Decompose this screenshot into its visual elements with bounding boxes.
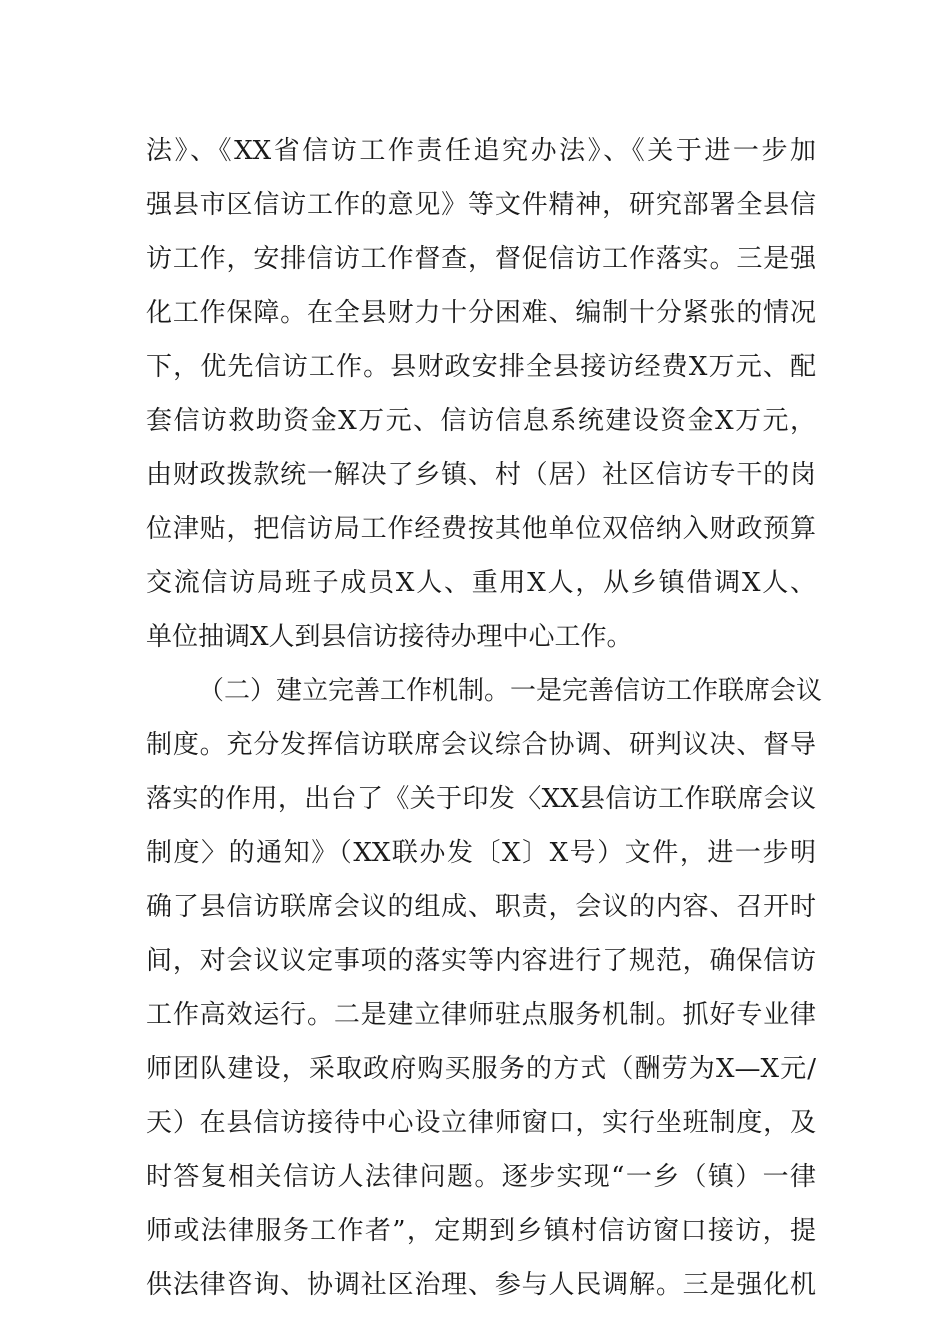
text-line: 下，优先信访工作。县财政安排全县接访经费X万元、配 (146, 352, 816, 382)
text-line: 制度。充分发挥信访联席会议综合协调、研判议决、督导 (146, 730, 816, 760)
text-line: 师或法律服务工作者”，定期到乡镇村信访窗口接访，提 (146, 1216, 816, 1246)
text-line: 天）在县信访接待中心设立律师窗口，实行坐班制度，及 (146, 1108, 816, 1138)
text-line: 供法律咨询、协调社区治理、参与人民调解。三是强化机 (146, 1270, 816, 1300)
text-line: 化工作保障。在全县财力十分困难、编制十分紧张的情况 (146, 298, 816, 328)
section-heading-line: （二）建立完善工作机制。一是完善信访工作联席会议 (198, 676, 823, 706)
text-line: 位津贴，把信访局工作经费按其他单位双倍纳入财政预算 (146, 514, 816, 544)
text-line: 制度〉的通知》（XX联办发〔X〕X号）文件，进一步明 (146, 838, 816, 868)
text-line: 法》、《XX省信访工作责任追究办法》、《关于进一步加 (146, 136, 816, 166)
text-line: 落实的作用，出台了《关于印发〈XX县信访工作联席会议 (146, 784, 816, 814)
text-line: 交流信访局班子成员X人、重用X人，从乡镇借调X人、 (146, 568, 816, 598)
text-line: 强县市区信访工作的意见》等文件精神，研究部署全县信 (146, 190, 816, 220)
paragraph-end-line: 单位抽调X人到县信访接待办理中心工作。 (146, 622, 633, 652)
text-line: 访工作，安排信访工作督查，督促信访工作落实。三是强 (146, 244, 816, 274)
text-line: 工作高效运行。二是建立律师驻点服务机制。抓好专业律 (146, 1000, 816, 1030)
body-text (146, 124, 823, 1312)
text-line: 套信访救助资金X万元、信访信息系统建设资金X万元， (146, 406, 816, 436)
text-line: 间，对会议议定事项的落实等内容进行了规范，确保信访 (146, 946, 816, 976)
text-line: 由财政拨款统一解决了乡镇、村（居）社区信访专干的岗 (146, 460, 816, 490)
text-line: 时答复相关信访人法律问题。逐步实现“一乡（镇）一律 (146, 1162, 816, 1192)
text-line: 确了县信访联席会议的组成、职责，会议的内容、召开时 (146, 892, 816, 922)
text-line: 师团队建设，采取政府购买服务的方式（酬劳为X—X元/ (146, 1054, 816, 1084)
